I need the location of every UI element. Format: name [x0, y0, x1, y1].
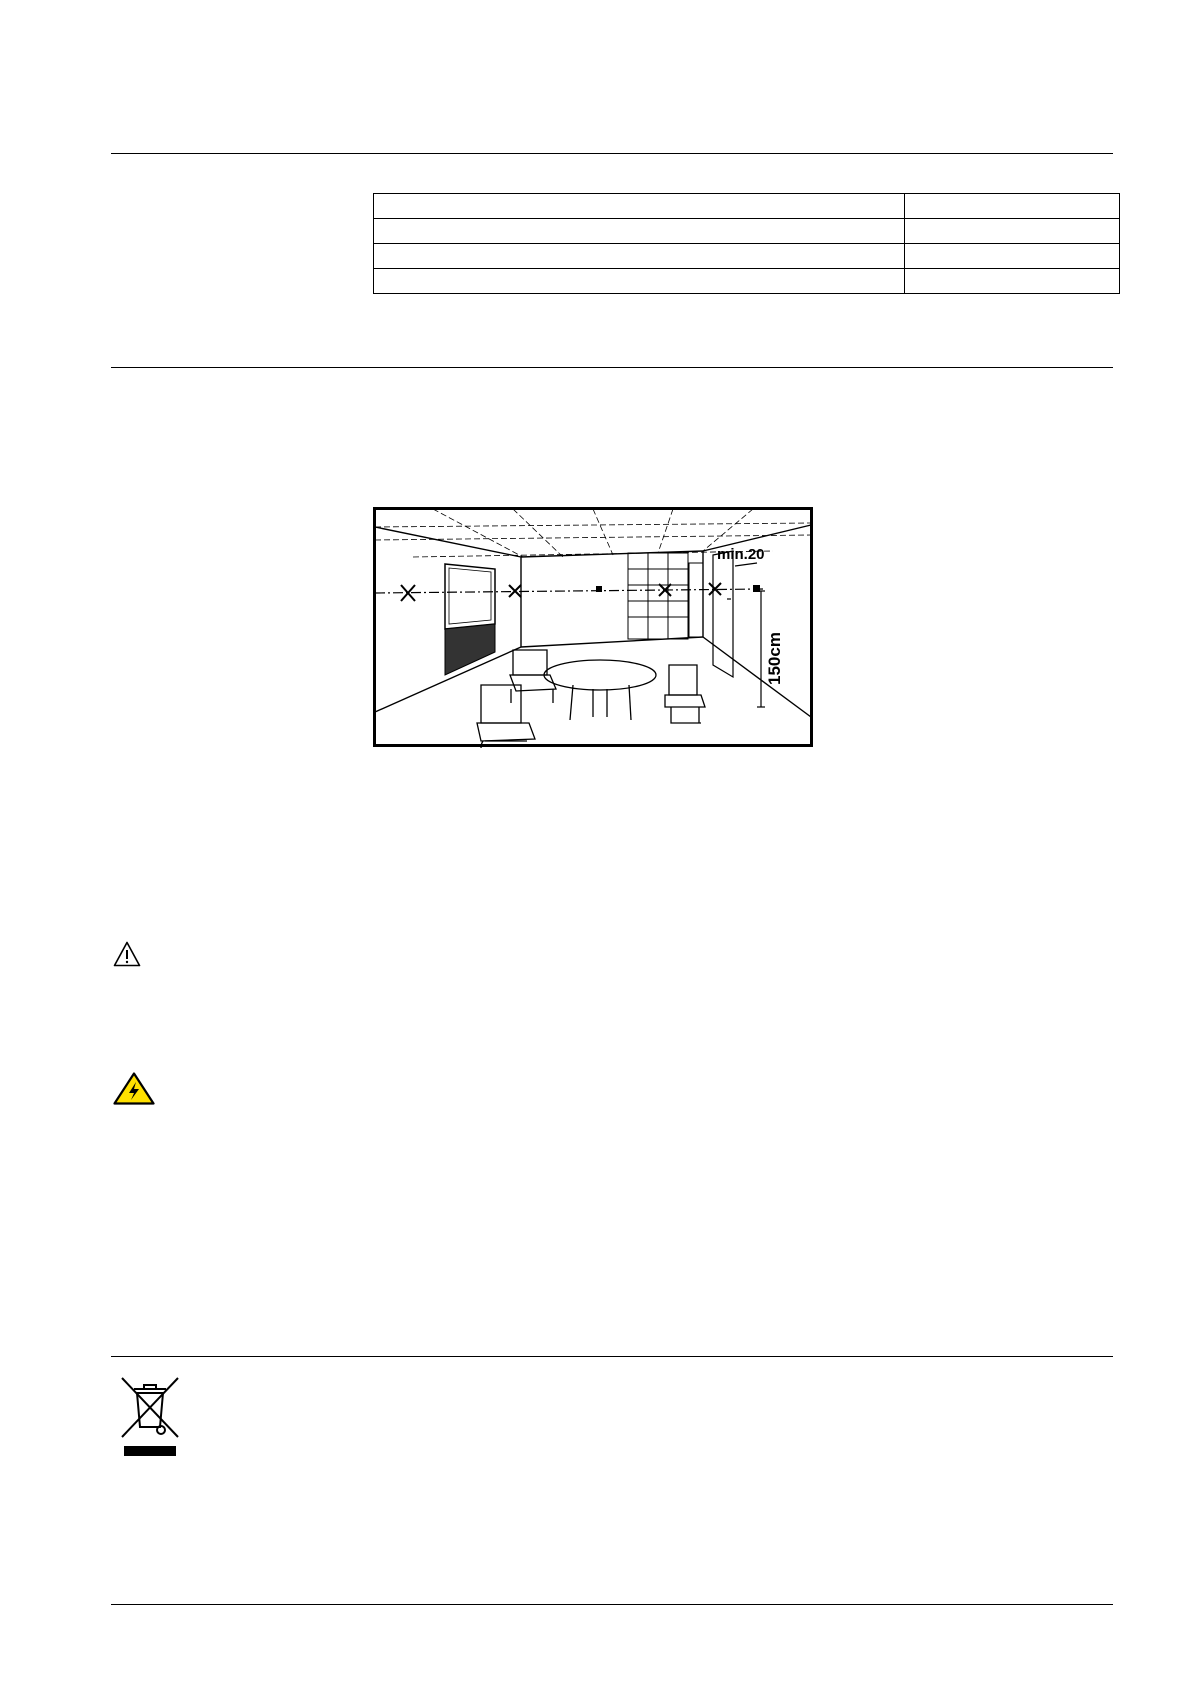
bookshelf [628, 553, 703, 639]
high-voltage-warning-icon [113, 1072, 155, 1105]
radiator [445, 624, 495, 675]
table-cell [905, 219, 1120, 244]
mounting-height-line [375, 583, 763, 601]
caution-triangle-icon [113, 941, 141, 967]
crossed-out-wheelie-bin-icon [120, 1375, 180, 1458]
table-row [374, 269, 1120, 294]
disposal-rule [111, 1356, 1113, 1357]
round-table [544, 660, 656, 720]
room-illustration [373, 507, 813, 748]
min-distance-label: min.20 [717, 546, 765, 563]
table-cell [905, 194, 1120, 219]
table-row [374, 244, 1120, 269]
table-cell [374, 244, 905, 269]
table-row [374, 219, 1120, 244]
height-label: 150cm [765, 632, 784, 685]
window [445, 564, 495, 629]
chairs [477, 650, 705, 748]
table-row [374, 194, 1120, 219]
table-cell [374, 219, 905, 244]
table-cell [905, 244, 1120, 269]
table-cell [374, 194, 905, 219]
footer-rule [111, 1604, 1113, 1605]
table-cell [905, 269, 1120, 294]
table-cell [374, 269, 905, 294]
top-rule [111, 153, 1113, 154]
room-installation-figure [373, 507, 813, 748]
blank-table [373, 193, 1120, 294]
dimension-lines [735, 563, 765, 707]
door [713, 551, 733, 677]
section-rule [111, 367, 1113, 368]
